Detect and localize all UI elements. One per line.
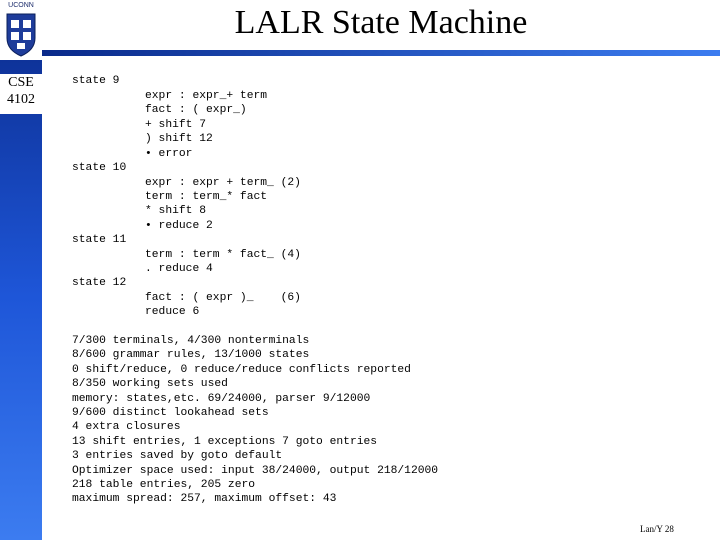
course-line2: 4102 — [7, 92, 35, 107]
state-header: state 9 — [72, 75, 120, 87]
stats-line: maximum spread: 257, maximum offset: 43 — [72, 493, 337, 505]
sidebar — [0, 0, 42, 540]
logo-label: UCONN — [8, 2, 34, 9]
stats-line: 218 table entries, 205 zero — [72, 479, 256, 491]
course-line1: CSE — [8, 75, 34, 90]
stats-line: 8/350 working sets used — [72, 378, 228, 390]
state-line: fact : ( expr )_ (6) — [145, 292, 301, 304]
stats-line: 3 entries saved by goto default — [72, 450, 283, 462]
state-header: state 11 — [72, 234, 127, 246]
state-line: term : term_* fact — [145, 191, 268, 203]
state-line: reduce 6 — [145, 306, 200, 318]
slide-footer: Lan/Y 28 — [640, 524, 674, 534]
state-header: state 10 — [72, 162, 127, 174]
state-line: expr : expr_+ term — [145, 90, 268, 102]
course-label — [0, 74, 42, 114]
stats-line: 4 extra closures — [72, 421, 181, 433]
stats-line: 7/300 terminals, 4/300 nonterminals — [72, 335, 310, 347]
stats-line: 9/600 distinct lookahead sets — [72, 407, 269, 419]
crest-icon — [3, 10, 39, 58]
title-divider — [42, 50, 720, 56]
page-title: LALR State Machine — [234, 4, 528, 41]
state-line: • reduce 2 — [145, 220, 213, 232]
stats-line: memory: states,etc. 69/24000, parser 9/12000 — [72, 393, 371, 405]
state-line: fact : ( expr_) — [145, 104, 247, 116]
state-line: * shift 8 — [145, 205, 207, 217]
state-line: + shift 7 — [145, 119, 207, 131]
state-line: ) shift 12 — [145, 133, 213, 145]
logo — [0, 0, 42, 60]
stats-line: Optimizer space used: input 38/24000, output 218/12000 — [72, 465, 439, 477]
state-line: expr : expr + term_ (2) — [145, 177, 301, 189]
stats-line: 13 shift entries, 1 exceptions 7 goto entries — [72, 436, 378, 448]
state-line: • error — [145, 148, 193, 160]
stats-line: 8/600 grammar rules, 13/1000 states — [72, 349, 310, 361]
state-header: state 12 — [72, 277, 127, 289]
state-line: term : term * fact_ (4) — [145, 249, 301, 261]
stats-line: 0 shift/reduce, 0 reduce/reduce conflicts reported — [72, 364, 411, 376]
state-line: . reduce 4 — [145, 263, 213, 275]
